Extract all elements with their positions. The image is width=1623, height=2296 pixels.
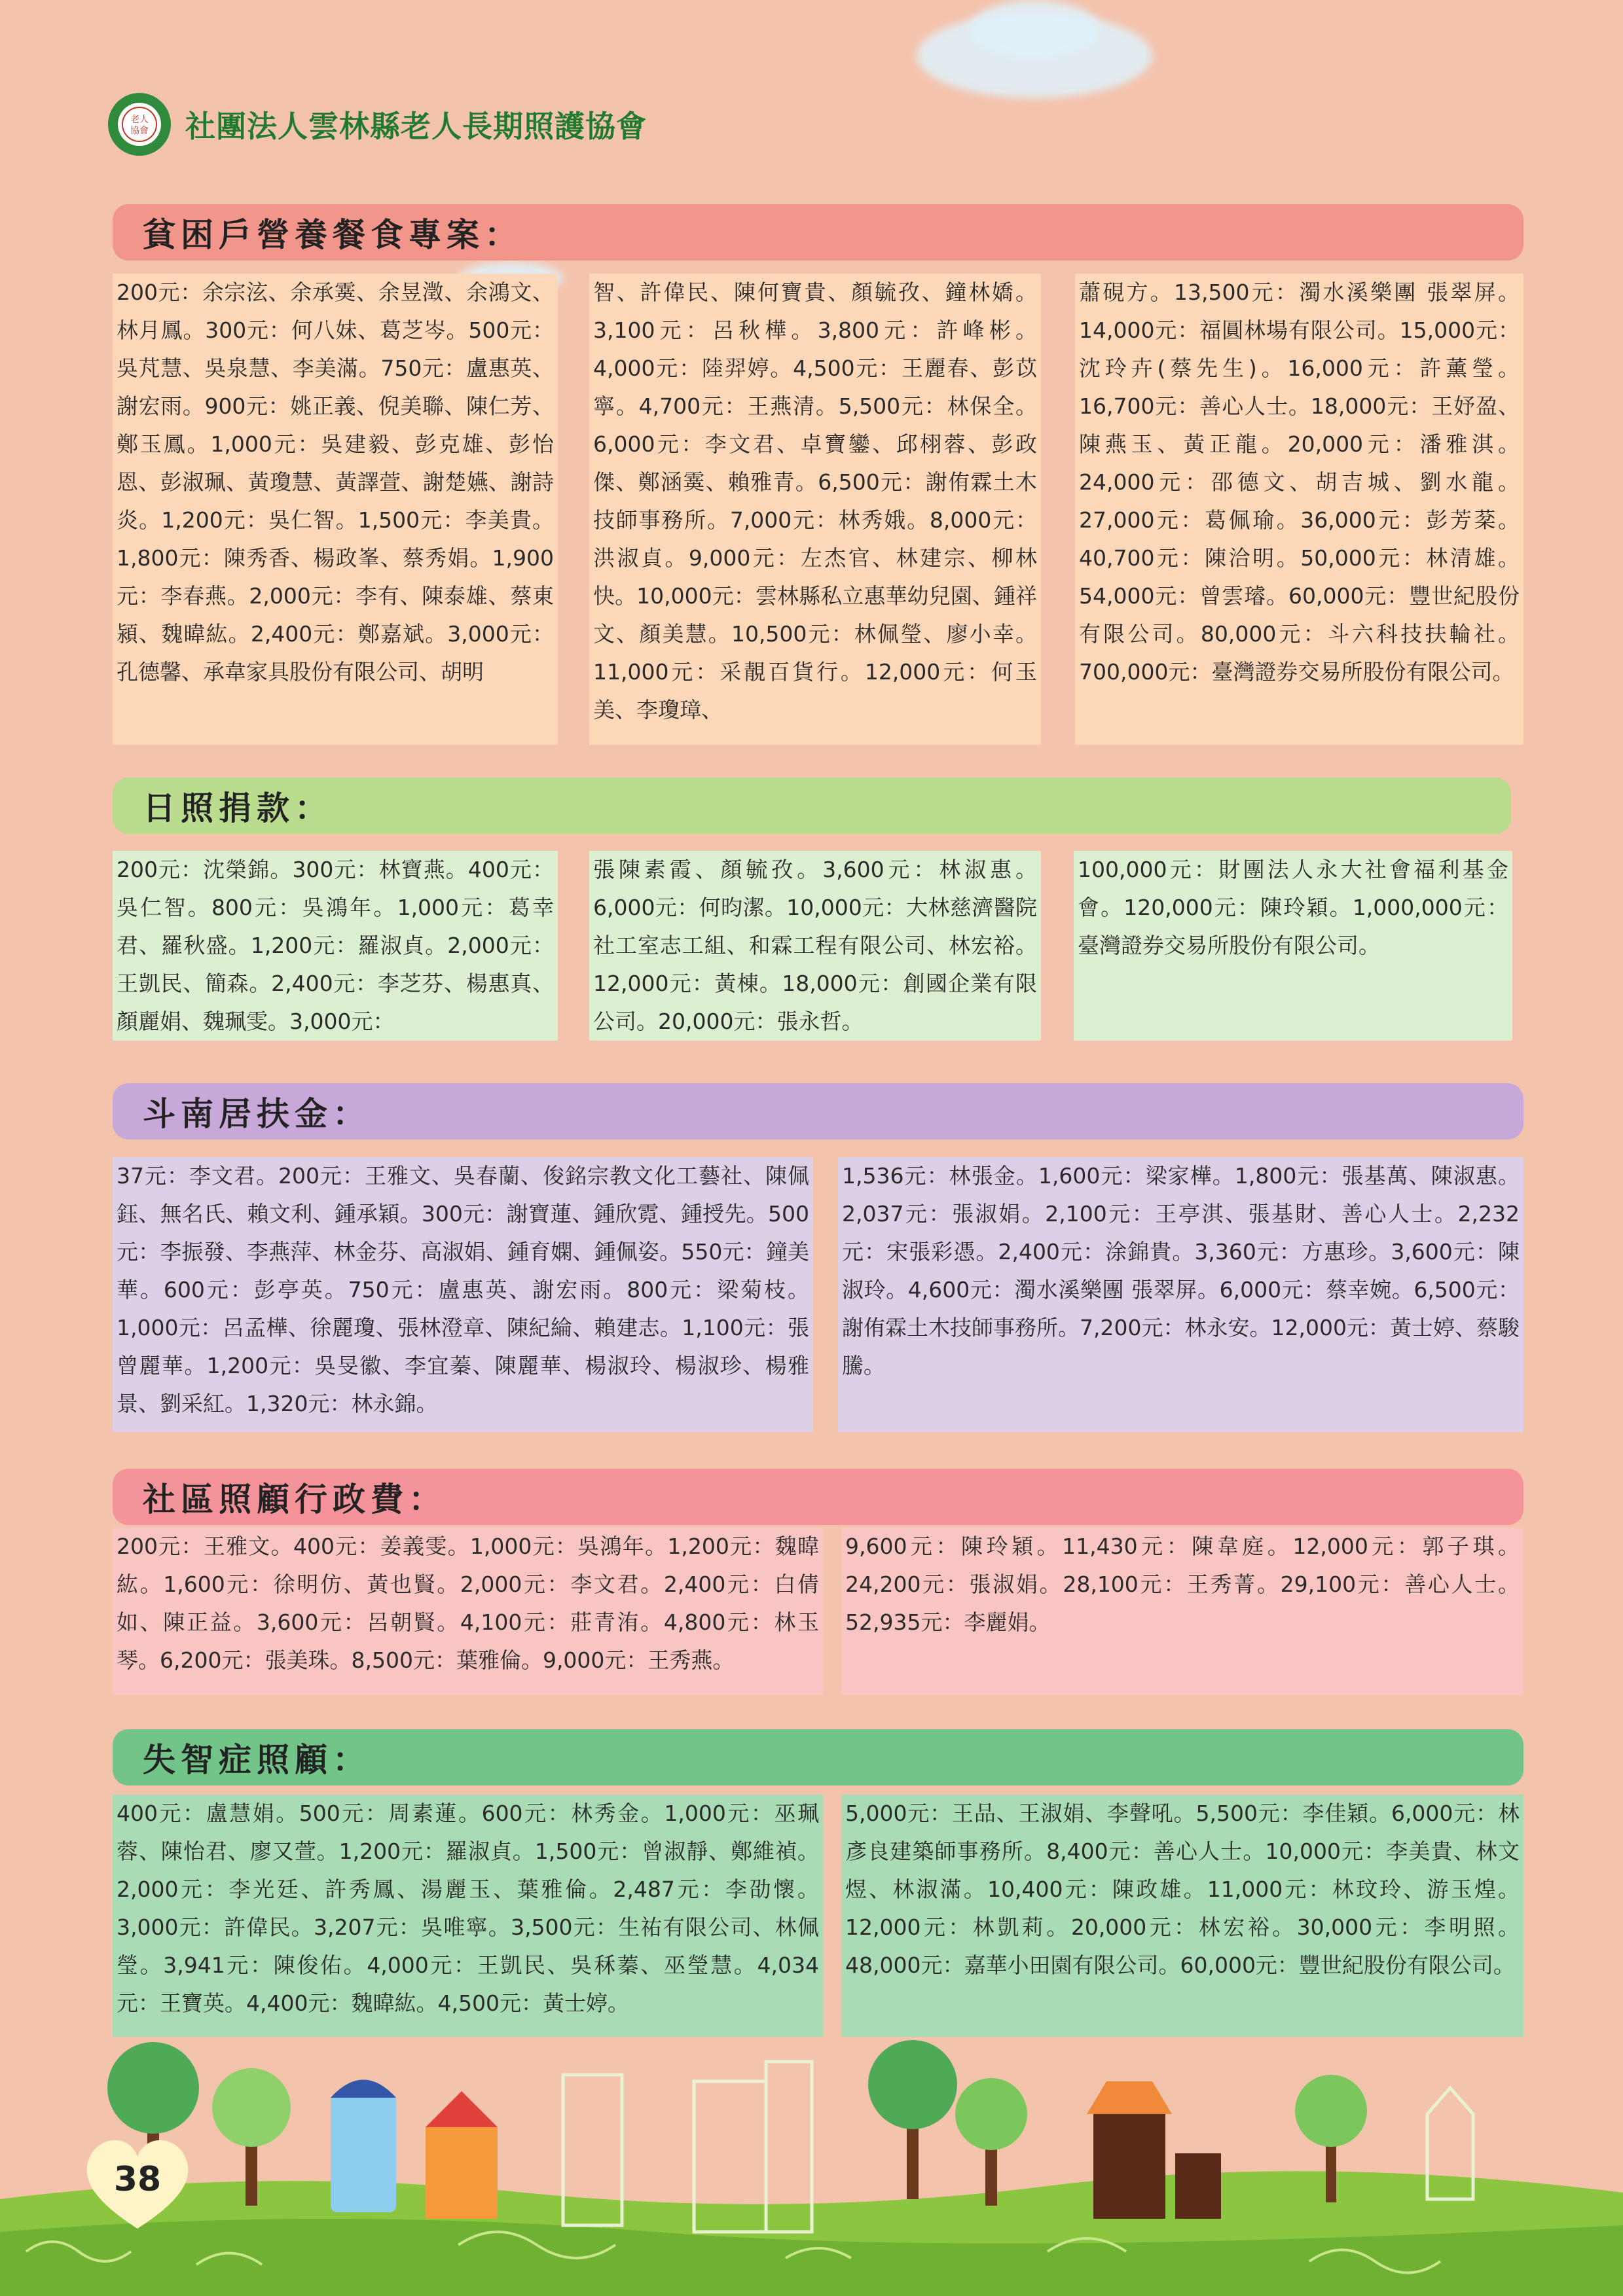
donor-list-column: 200元：余宗泫、余承霙、余昱澂、余鴻文、林月鳳。300元：何八妹、葛芝岑。500元：吳芃慧、吳泉慧、李美滿。750元：盧惠英、謝宏雨。900元：姚正義、倪美聯、陳仁芳、鄭玉鳳。1,000元：吳建毅、彭克雄、彭怡恩、彭淑珮、黃瓊慧、黃譯萱、謝楚嬿、謝詩炎。1,200元：吳仁智。1,500元：李美貴。1,800元：陳秀香、楊政峯、蔡秀娟。1,900元：李春燕。2,000元：李有、陳泰雄、蔡東潁、魏暐紘。2,400元：鄭嘉斌。3,000元：孔德馨、承韋家具股份有限公司、胡明	[113, 274, 558, 745]
section-title-dementia-care	[113, 1729, 1523, 1785]
section-title-text: 失智症照顧：	[143, 1741, 371, 1779]
section-title-dounan-residence-fund	[113, 1083, 1523, 1139]
donor-list-column: 400元：盧慧娟。500元：周素蓮。600元：林秀金。1,000元：巫珮蓉、陳怡君、廖又萱。1,200元：羅淑貞。1,500元：曾淑靜、鄭維禎。2,000元：李光廷、許秀鳳、湯麗玉、葉雅倫。2,487元：李劭懷。3,000元：許偉民。3,207元：吳唯寧。3,500元：生祐有限公司、林佩瑩。3,941元：陳俊佑。4,000元：王凱民、吳秝蓁、巫瑩慧。4,034元：王寶英。4,400元：魏暐紘。4,500元：黃士婷。	[113, 1795, 823, 2037]
page-header	[108, 92, 647, 157]
donor-list-column: 1,536元：林張金。1,600元：梁家樺。1,800元：張基萬、陳淑惠。2,037元：張淑娟。2,100元：王亭淇、張基財、善心人士。2,232元：宋張彩憑。2,400元：涂錦貴。3,360元：方惠珍。3,600元：陳淑玲。4,600元：濁水溪樂團 張翠屏。6,000元：蔡幸婉。6,500元：謝侑霖土木技師事務所。7,200元：林永安。12,000元：黃士婷、蔡駿騰。	[838, 1157, 1523, 1432]
logo-emblem-icon	[121, 106, 158, 143]
section-title-daycare-donations	[113, 778, 1511, 834]
donor-list-column: 蕭硯方。13,500元：濁水溪樂團 張翠屏。14,000元：福圓林場有限公司。15,000元：沈玲卉(蔡先生)。16,000元：許薰瑩。16,700元：善心人士。18,000元：王妤盈、陳燕玉、黃正龍。20,000元：潘雅淇。24,000元：邵德文、胡吉城、劉水龍。27,000元：葛佩瑜。36,000元：彭芳棻。40,700元：陳洽明。50,000元：林清雄。54,000元：曾雲璿。60,000元：豐世紀股份有限公司。80,000元：斗六科技扶輪社。700,000元：臺灣證券交易所股份有限公司。	[1075, 274, 1523, 745]
donor-list-column: 200元：王雅文。400元：姜義雯。1,000元：吳鴻年。1,200元：魏暐紘。1,600元：徐明仿、黃也賢。2,000元：李文君。2,400元：白倩如、陳正益。3,600元：呂朝賢。4,100元：莊青洧。4,800元：林玉琴。6,200元：張美珠。8,500元：葉雅倫。9,000元：王秀燕。	[113, 1528, 823, 1695]
page-number: 38	[113, 2160, 162, 2199]
section-title-text: 斗南居扶金：	[143, 1095, 371, 1133]
organization-name: 社團法人雲林縣老人長期照護協會	[185, 109, 647, 144]
association-logo	[108, 93, 171, 156]
donor-list-column: 張陳素霞、顏毓孜。3,600元：林淑惠。6,000元：何昀潔。10,000元：大林慈濟醫院社工室志工組、和霖工程有限公司、林宏裕。12,000元：黃棟。18,000元：創國企業有限公司。20,000元：張永哲。	[589, 851, 1041, 1041]
section-title-community-care-admin	[113, 1469, 1523, 1525]
section-title-poverty-meals	[113, 204, 1523, 260]
section-title-text: 日照捐款：	[143, 789, 333, 827]
town-illustration	[0, 2036, 1623, 2296]
donor-list-column: 智、許偉民、陳何寶貴、顏毓孜、鐘林嬌。3,100元：呂秋樺。3,800元：許峰彬。4,000元：陸羿婷。4,500元：王麗春、彭苡寧。4,700元：王燕清。5,500元：林保全。6,000元：李文君、卓寶鑾、邱栩蓉、彭政傑、鄭涵霙、賴雅青。6,500元：謝侑霖土木技師事務所。7,000元：林秀娥。8,000元：洪淑貞。9,000元：左杰官、林建宗、柳林快。10,000元：雲林縣私立惠華幼兒園、鍾祥文、顏美慧。10,500元：林佩瑩、廖小幸。11,000元：采靚百貨行。12,000元：何玉美、李瓊璋、	[589, 274, 1041, 745]
cloud-decoration	[969, 0, 1100, 59]
donor-list-column: 37元：李文君。200元：王雅文、吳春蘭、俊銘宗教文化工藝社、陳佩鈺、無名氏、賴文利、鍾承穎。300元：謝寶蓮、鍾欣霓、鍾授先。500元：李振發、李燕萍、林金芬、高淑娟、鍾育嫻、鍾佩姿。550元：鐘美華。600元：彭亭英。750元：盧惠英、謝宏雨。800元：梁菊枝。1,000元：呂孟樺、徐麗瓊、張林澄章、陳紀綸、賴建志。1,100元：張曾麗華。1,200元：吳旻徽、李宜蓁、陳麗華、楊淑玲、楊淑珍、楊雅景、劉采紅。1,320元：林永錦。	[113, 1157, 813, 1432]
section-title-text: 貧困戶營養餐食專案：	[143, 216, 522, 254]
donor-list-column: 100,000元：財團法人永大社會福利基金會。120,000元：陳玲穎。1,000,000元：臺灣證券交易所股份有限公司。	[1074, 851, 1512, 1041]
donor-list-column: 5,000元：王品、王淑娟、李聲吼。5,500元：李佳穎。6,000元：林彥良建築師事務所。8,400元：善心人士。10,000元：李美貴、林文煜、林淑滿。10,400元：陳政雄。11,000元：林玟玲、游玉煌。12,000元：林凱莉。20,000元：林宏裕。30,000元：李明照。48,000元：嘉華小田園有限公司。60,000元：豐世紀股份有限公司。	[841, 1795, 1523, 2037]
section-title-text: 社區照顧行政費：	[143, 1480, 447, 1518]
donor-list-column: 9,600元：陳玲穎。11,430元：陳韋庭。12,000元：郭子琪。24,200元：張淑娟。28,100元：王秀菁。29,100元：善心人士。52,935元：李麗娟。	[841, 1528, 1523, 1695]
donor-list-column: 200元：沈榮錦。300元：林寶燕。400元：吳仁智。800元：吳鴻年。1,000元：葛幸君、羅秋盛。1,200元：羅淑貞。2,000元：王凱民、簡森。2,400元：李芝芬、楊惠真、顏麗娟、魏珮雯。3,000元：	[113, 851, 558, 1041]
svg-text:老人: 老人	[130, 115, 149, 125]
svg-text:協會: 協會	[130, 126, 149, 136]
